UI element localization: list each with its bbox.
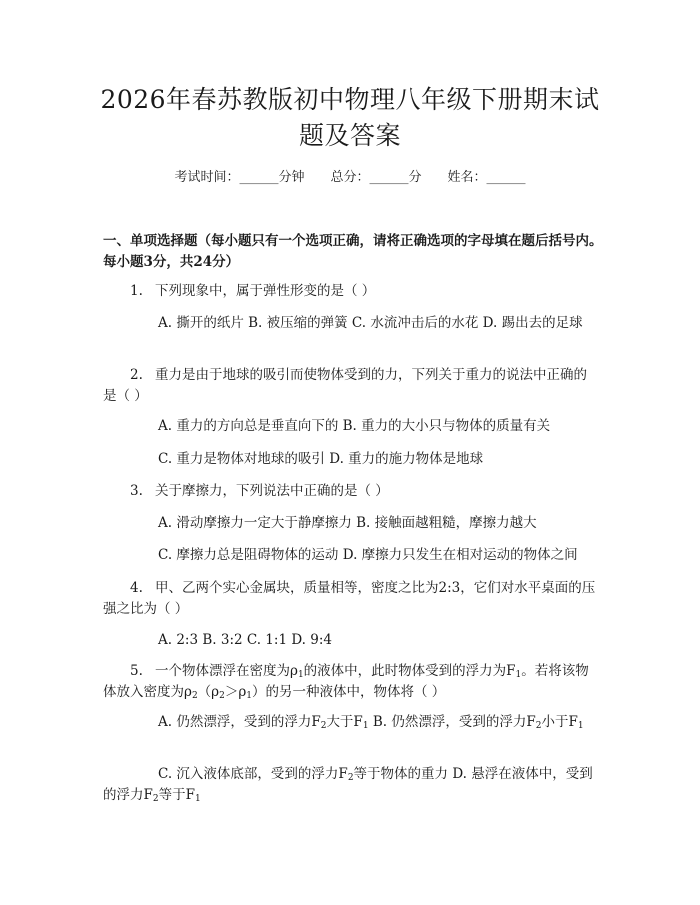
option-text: C. 沉入液体底部，受到的浮力F (158, 766, 348, 782)
question-text: 的液体中，此时物体受到的浮力为F (303, 663, 516, 679)
question-number: 5. (130, 663, 143, 679)
question-3-options-line-1: A. 滑动摩擦力一定大于静摩擦力 B. 接触面越粗糙，摩擦力越大 (158, 515, 537, 531)
subscript: 1 (246, 691, 253, 701)
question-3-options-line-2: C. 摩擦力总是阻碍物体的运动 D. 摩擦力只发生在相对运动的物体之间 (158, 547, 578, 563)
question-5-options-line-1 (103, 712, 600, 733)
subscript: 1 (297, 670, 304, 680)
total-score-label: 总分：______分 (330, 170, 422, 185)
option-text: 等于F (158, 787, 195, 803)
question-text: （ρ (197, 684, 220, 700)
subscript: 2 (219, 691, 225, 701)
student-name-label: 姓名：______ (447, 170, 526, 185)
question-text: ＞ρ (224, 684, 247, 700)
question-text: 甲、乙两个实心金属块，质量相等，密度之比为2:3，它们对水平桌面的压强之比为（ ） (103, 580, 596, 617)
question-4-options: A. 2:3 B. 3:2 C. 1:1 D. 9:4 (158, 632, 332, 648)
subscript: 1 (515, 670, 522, 680)
question-text: 下列现象中，属于弹性形变的是（ ） (155, 283, 376, 299)
question-number: 3. (130, 483, 143, 499)
subscript: 2 (191, 691, 198, 701)
section-heading: 一、单项选择题（每小题只有一个选项正确，请将正确选项的字母填在题后括号内。每小题3分，共24分） (103, 233, 603, 270)
question-number: 2. (130, 367, 143, 383)
option-text: 大于F (326, 714, 363, 730)
question-1-options: A. 撕开的纸片 B. 被压缩的弹簧 C. 水流冲击后的水花 D. 踢出去的足球 (158, 315, 583, 331)
question-text: 。若将该物体放入密度为ρ (103, 663, 589, 700)
question-5-options-line-2 (103, 764, 600, 806)
subscript: 1 (362, 721, 369, 731)
question-5-stem (103, 661, 600, 703)
subscript: 2 (320, 721, 327, 731)
question-1-stem (103, 281, 600, 302)
option-text: 等于物体的重力 D. 悬浮在液体中，受到的浮力F (103, 766, 593, 803)
question-text: 关于摩擦力，下列说法中正确的是（ ） (155, 483, 389, 499)
exam-info-line (0, 168, 700, 188)
question-number: 4. (130, 580, 143, 596)
question-2-options-line-1: A. 重力的方向总是垂直向下的 B. 重力的大小只与物体的质量有关 (158, 418, 551, 434)
question-4-stem (103, 578, 600, 620)
exam-time-label: 考试时间：______分钟 (174, 170, 305, 185)
question-2-options-line-2: C. 重力是物体对地球的吸引 D. 重力的施力物体是地球 (158, 451, 484, 467)
question-text: ）的另一种液体中，物体将（ ） (252, 684, 446, 700)
option-text: B. 仍然漂浮，受到的浮力F (368, 714, 536, 730)
subscript: 2 (347, 773, 354, 783)
subscript: 1 (577, 721, 584, 731)
question-2-stem (103, 365, 600, 407)
question-text: 重力是由于地球的吸引而使物体受到的力，下列关于重力的说法中正确的是（ ） (103, 367, 587, 404)
subscript: 2 (152, 794, 159, 804)
question-text: 一个物体漂浮在密度为ρ (155, 663, 298, 679)
page-title: 2026年春苏教版初中物理八年级下册期末试题及答案 (100, 85, 600, 150)
option-text: A. 仍然漂浮，受到的浮力F (158, 714, 321, 730)
subscript: 1 (194, 794, 201, 804)
question-number: 1. (130, 283, 143, 299)
question-3-stem (103, 481, 600, 502)
option-text: 小于F (541, 714, 578, 730)
subscript: 2 (535, 721, 542, 731)
